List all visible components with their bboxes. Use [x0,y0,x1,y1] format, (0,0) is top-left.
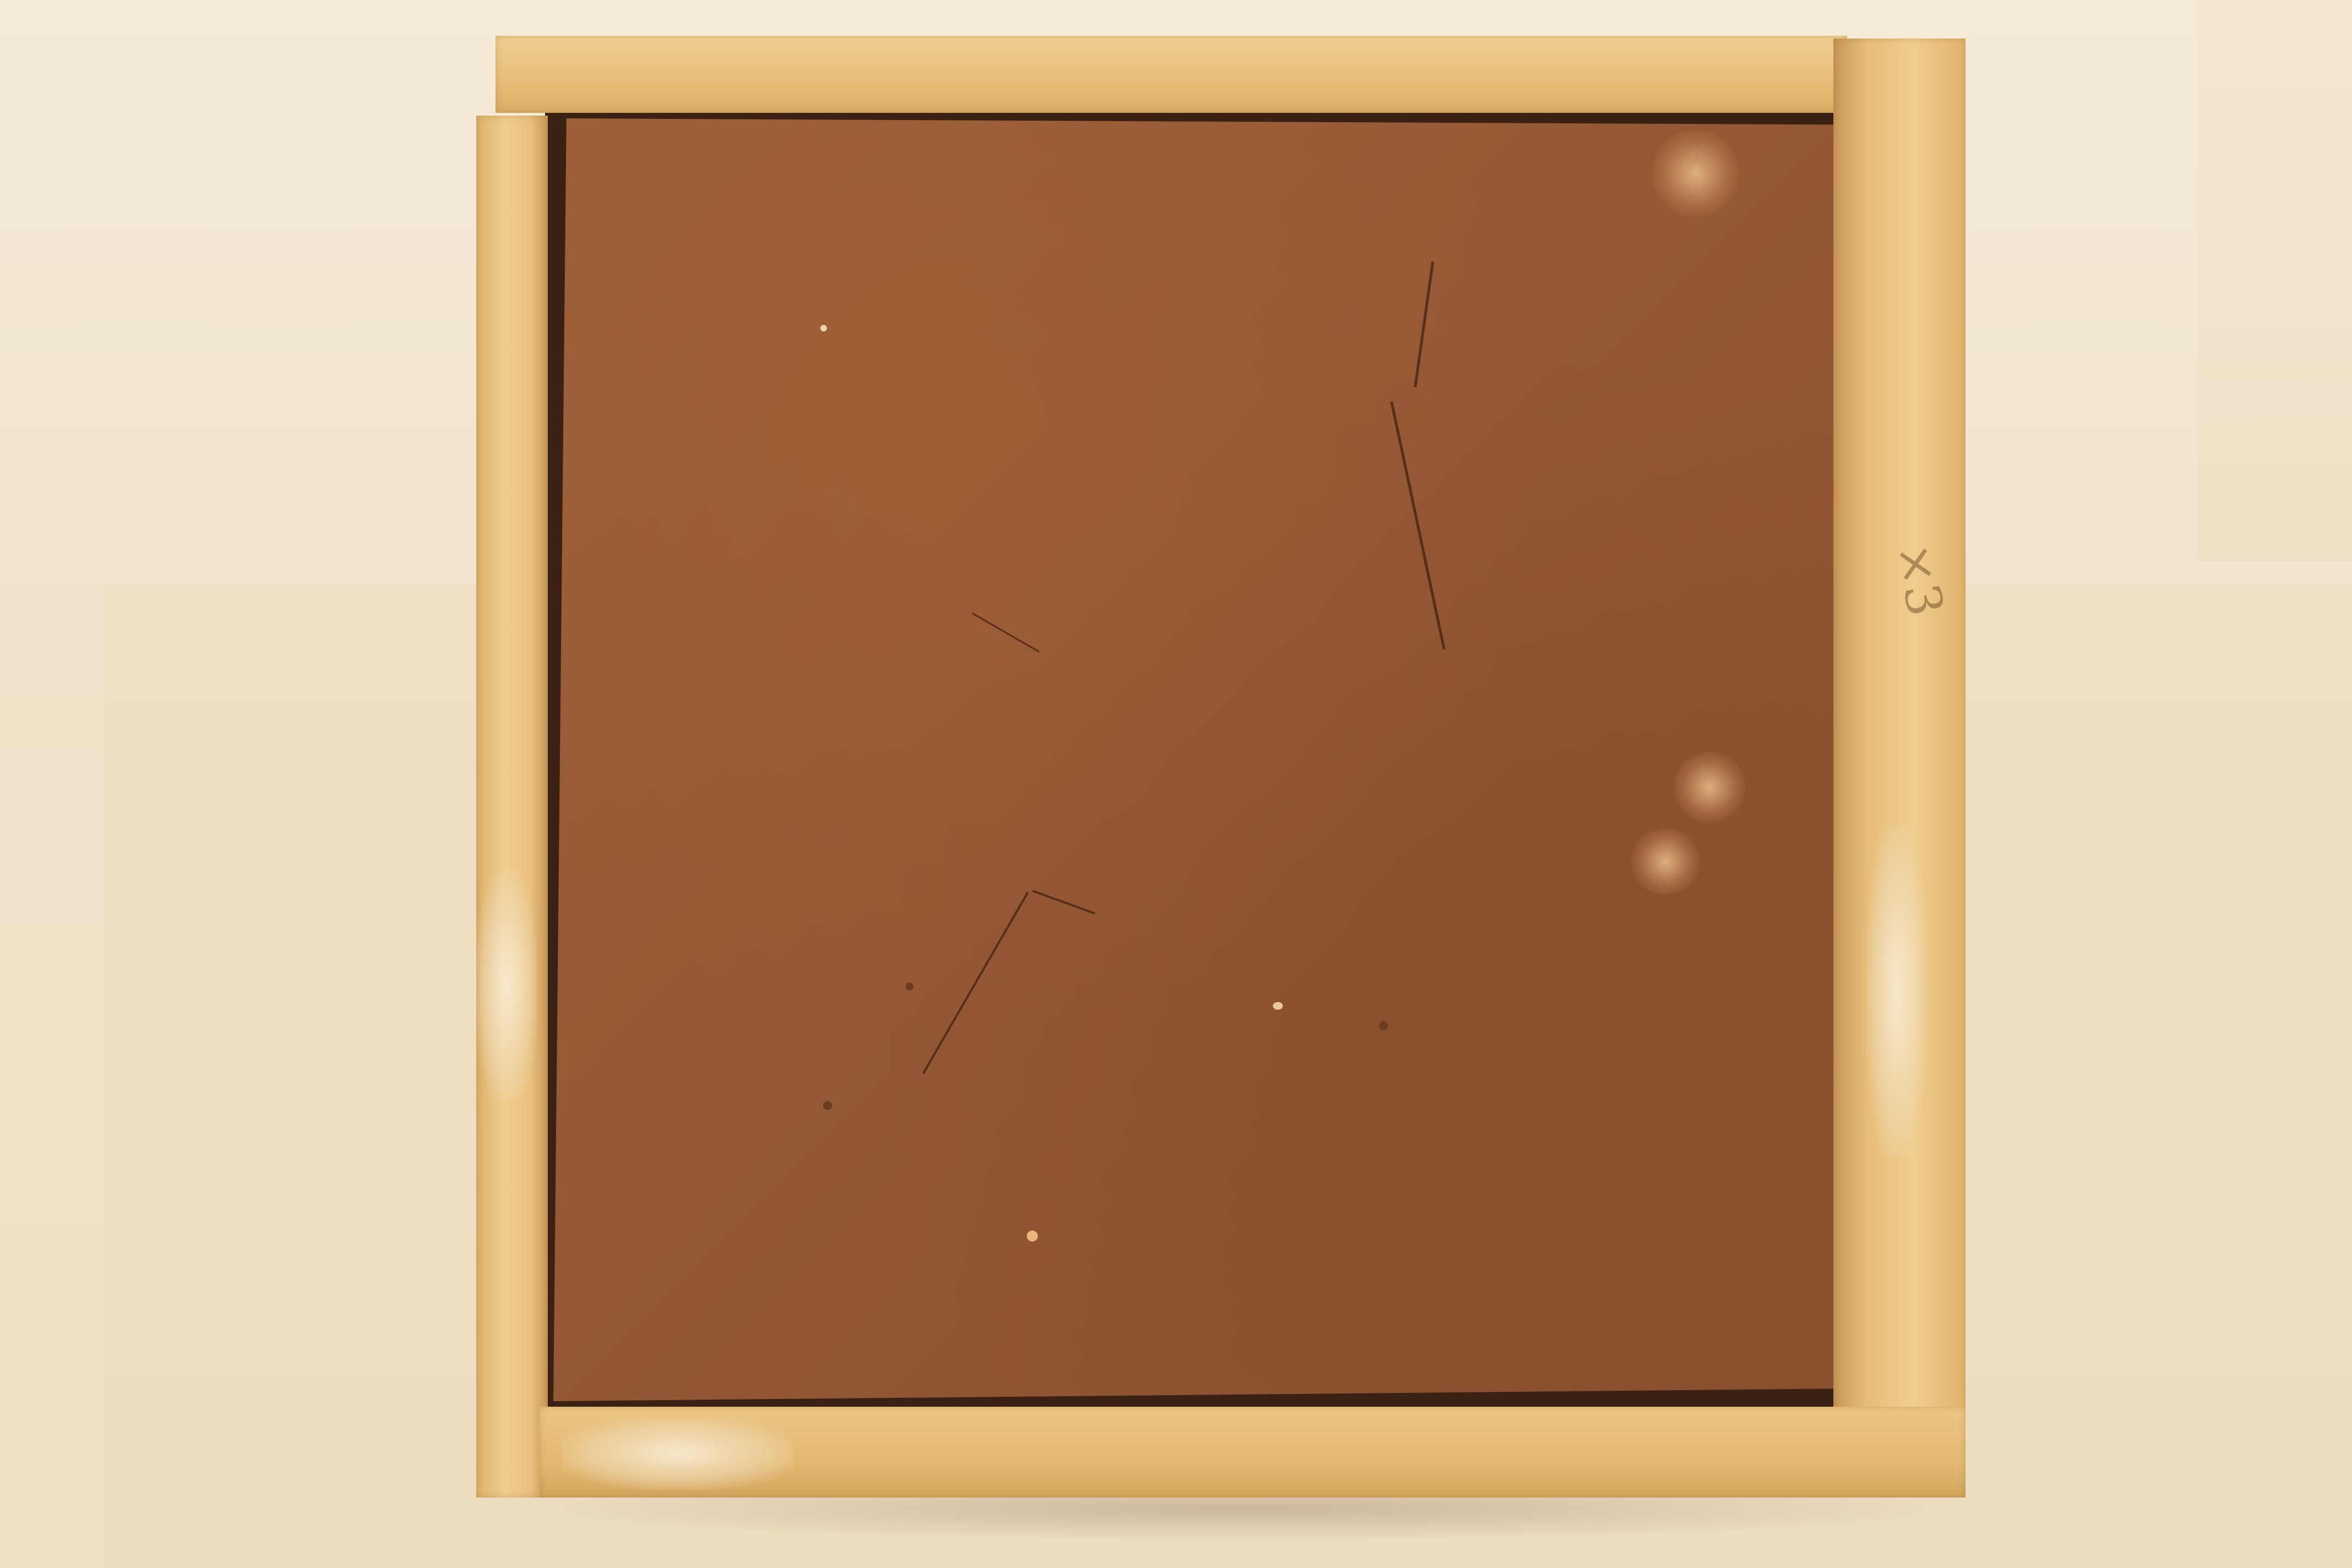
light-patch [1652,129,1740,217]
soil-speck [906,983,913,990]
soil-speck [1027,1231,1038,1242]
soil-speck [820,325,827,331]
soil-crack [922,892,1028,1074]
soil-crack [972,612,1039,652]
light-patch [1630,829,1701,895]
frame-bottom-rail [540,1407,1966,1498]
soil-speck [1379,1021,1388,1030]
soil-crack [1032,890,1095,914]
frame-worn-spot [562,1418,793,1489]
frame-left-rail [476,116,548,1498]
frame-worn-spot [476,870,537,1101]
frame-top-rail [496,36,1847,113]
frame-worn-spot [1866,826,1927,1156]
light-patch [1674,752,1745,823]
backdrop-right-panel [2197,0,2352,562]
soil-speck [823,1101,832,1110]
frame-right-rail [1833,39,1966,1415]
soil-speck [1273,1002,1283,1010]
soil-panel [553,118,1866,1401]
soil-crack [1390,401,1446,650]
frame-pencil-mark: ×3 [1885,538,1954,620]
soil-crack [1414,262,1434,387]
